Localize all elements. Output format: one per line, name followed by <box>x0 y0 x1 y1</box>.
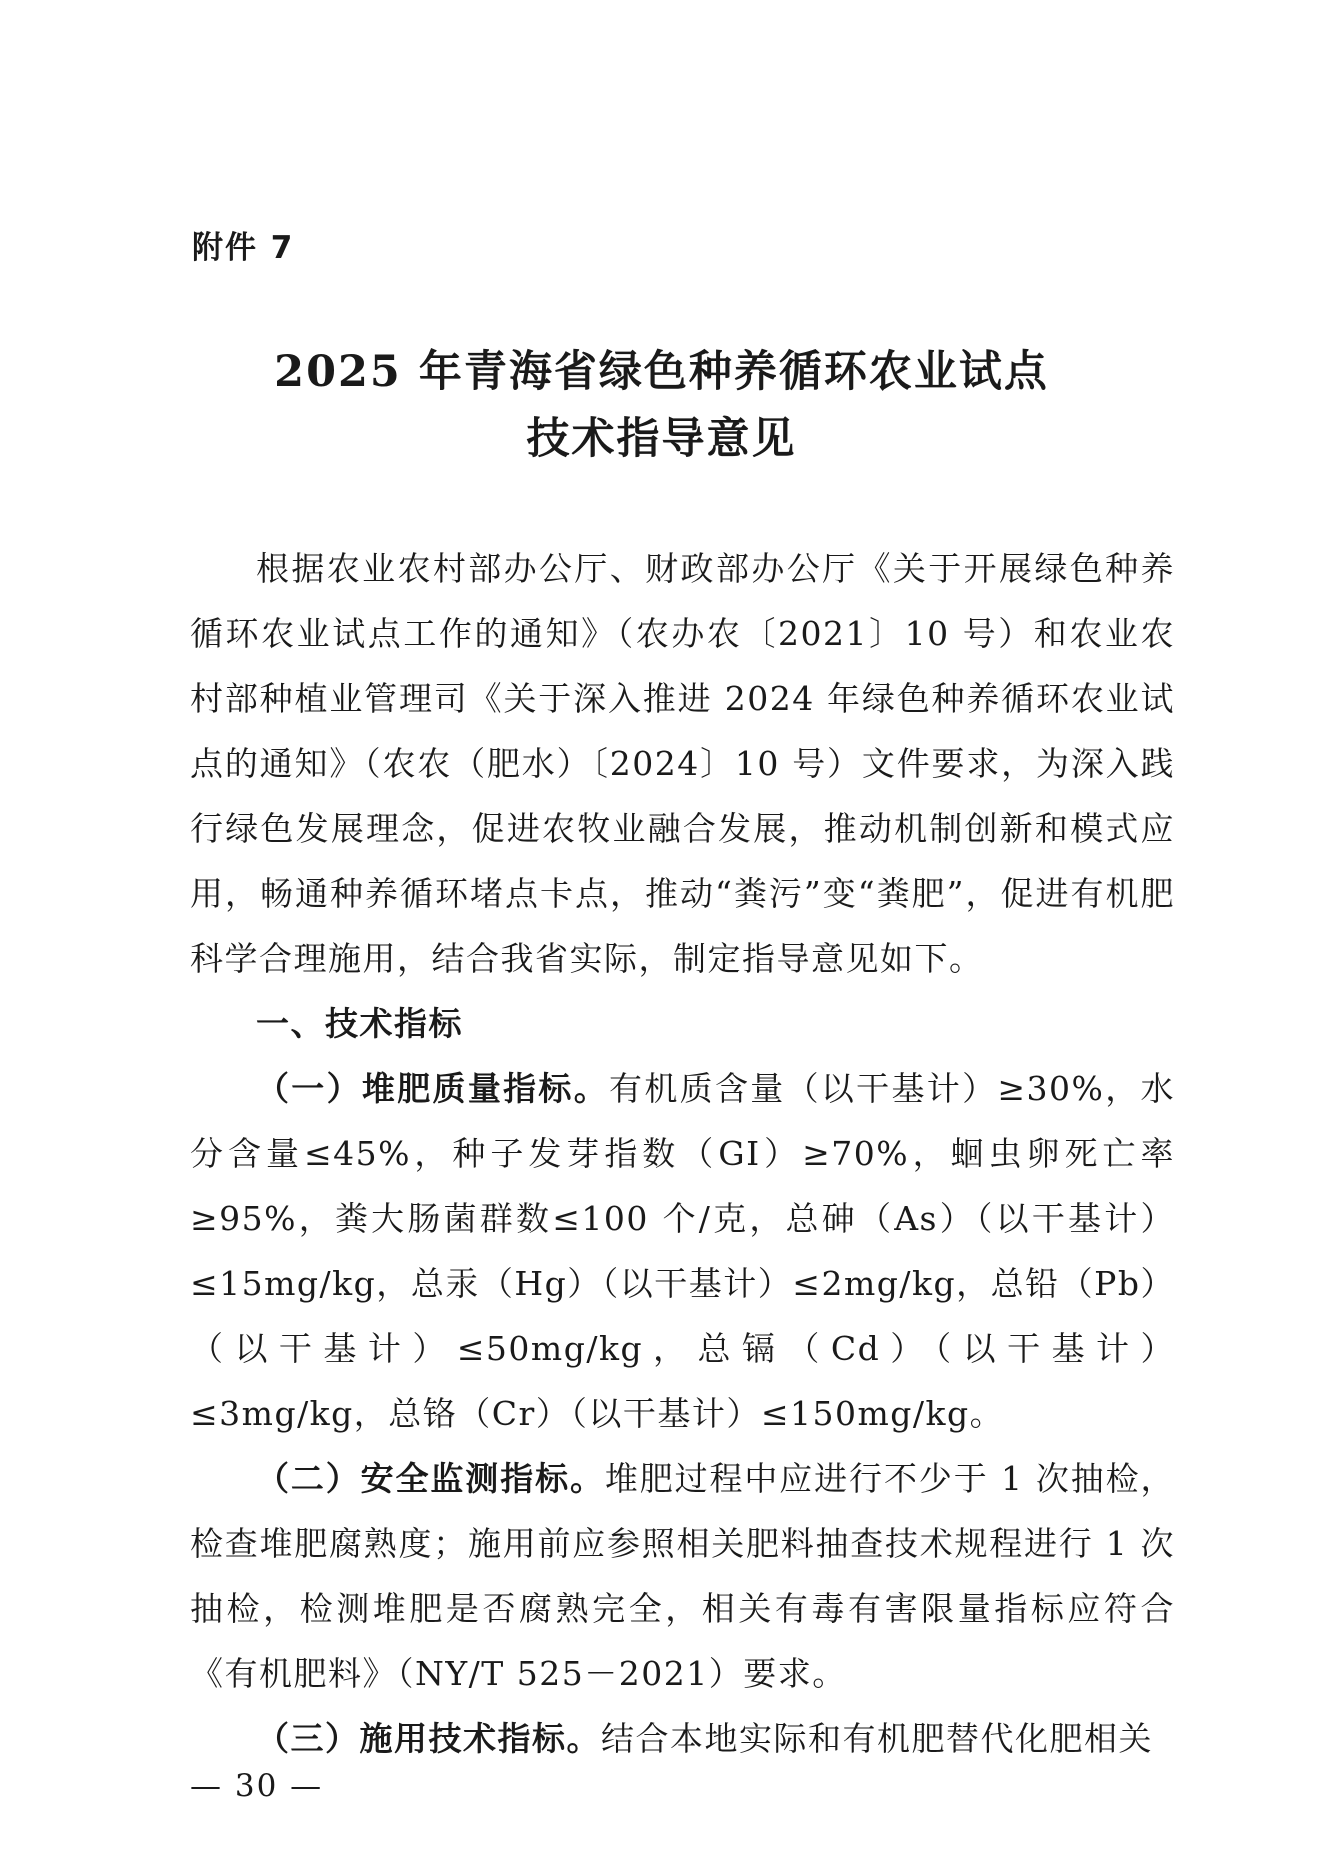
page-number: — 30 — <box>190 1768 324 1804</box>
document-title-line1: 2025 年青海省绿色种养循环农业试点 <box>274 347 1049 397</box>
item-lead: （一）堆肥质量指标。 <box>256 1069 610 1108</box>
paragraph-item-2 <box>190 1446 1175 1706</box>
item-text: 有机质含量（以干基计）≥30%，水分含量≤45%，种子发芽指数（GI）≥70%，蛔虫卵死亡率≥95%，粪大肠菌群数≤100 个/克，总砷（As）（以干基计）≤15mg/kg，总汞（Hg）（以干基计）≤2mg/kg，总铅（Pb）（以干基计）≤50mg/kg，总镉（Cd）（以干基计）≤3mg/kg，总铬（Cr）（以干基计）≤150mg/kg。 <box>190 1069 1176 1433</box>
intro-paragraph: 根据农业农村部办公厅、财政部办公厅《关于开展绿色种养循环农业试点工作的通知》（农办农〔2021〕10 号）和农业农村部种植业管理司《关于深入推进 2024 年绿色种养循环农业试点的通知》（农农（肥水）〔2024〕10 号）文件要求，为深入践行绿色发展理念，促进农牧业融合发展，推动机制创新和模式应用，畅通种养循环堵点卡点，推动“粪污”变“粪肥”，促进有机肥科学合理施用，结合我省实际，制定指导意见如下。 <box>190 549 1175 978</box>
attachment-label: 附件 7 <box>192 230 295 266</box>
item-lead: （二）安全监测指标。 <box>256 1459 605 1498</box>
section-heading: 一、技术指标 <box>256 1004 463 1043</box>
document-title-line2: 技术指导意见 <box>526 414 797 464</box>
document-body <box>190 536 1175 1771</box>
paragraph-item-1 <box>190 1056 1175 1446</box>
item-text: 堆肥过程中应进行不少于 1 次抽检，检查堆肥腐熟度；施用前应参照相关肥料抽查技术规程进行 1 次抽检，检测堆肥是否腐熟完全，相关有毒有害限量指标应符合《有机肥料》（NY/T 525－2021）要求。 <box>190 1459 1175 1693</box>
item-lead: （三）施用技术指标。 <box>256 1719 601 1758</box>
item-text: 结合本地实际和有机肥替代化肥相关 <box>601 1719 1153 1758</box>
paragraph-item-3 <box>190 1706 1175 1771</box>
